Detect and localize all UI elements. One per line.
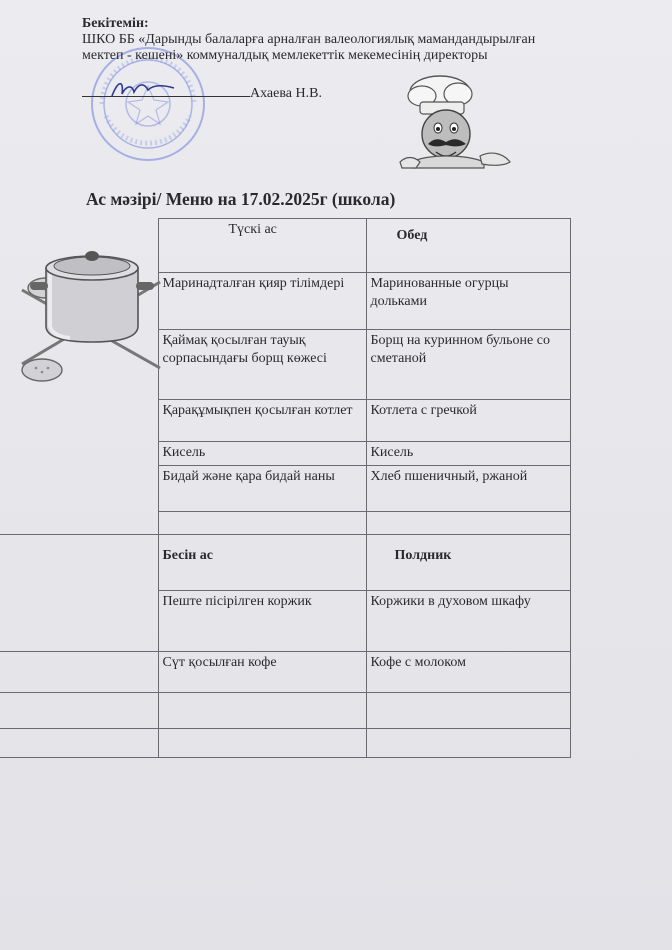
- lunch-header-ru: Обед: [366, 219, 570, 273]
- dish-kz: Бидай және қара бидай наны: [158, 466, 366, 512]
- approve-title: Бекітемін:: [82, 16, 149, 31]
- menu-title: Ас мәзірі/ Меню на 17.02.2025г (школа): [86, 189, 396, 209]
- dish-kz: Маринадталған қияр тілімдері: [158, 273, 366, 329]
- chef-illustration-icon: [392, 70, 532, 180]
- dish-ru: Борщ на куринном бульоне со сметаной: [366, 329, 570, 400]
- table-row: [0, 591, 570, 651]
- director-name: Ахаева Н.В.: [250, 86, 322, 101]
- dish-kz: Сүт қосылған кофе: [158, 651, 366, 693]
- snack-header-ru: Полдник: [366, 534, 570, 590]
- snack-header-kz: Бесін ас: [158, 534, 366, 590]
- table-row-empty: [0, 728, 570, 757]
- organization-line-2: мектеп - кешені» коммуналдық мемлекеттік мекемесінің директоры: [82, 48, 488, 63]
- dish-kz: Қарақұмықпен қосылған котлет: [158, 400, 366, 442]
- lunch-header-kz: Түскі ас: [158, 219, 366, 273]
- signature-icon: [108, 76, 178, 104]
- dish-ru: Хлеб пшеничный, ржаной: [366, 466, 570, 512]
- dish-ru: Кофе с молоком: [366, 651, 570, 693]
- table-row-empty: [0, 693, 570, 728]
- dish-ru: Маринованные огурцы дольками: [366, 273, 570, 329]
- dish-kz: Қаймақ қосылған тауық сорпасындағы борщ көжесі: [158, 329, 366, 400]
- dish-ru: Коржики в духовом шкафу: [366, 591, 570, 651]
- dish-kz: Кисель: [158, 442, 366, 466]
- organization-line-1: ШКО ББ «Дарынды балаларға арналған валеологиялық мамандандырылған: [82, 32, 536, 47]
- table-row: [0, 651, 570, 693]
- dish-kz: Пеште пісірілген коржик: [158, 591, 366, 651]
- dish-ru: Котлета с гречкой: [366, 400, 570, 442]
- dish-ru: Кисель: [366, 442, 570, 466]
- cooking-pot-icon: [20, 238, 162, 398]
- snack-header-row: [0, 534, 570, 590]
